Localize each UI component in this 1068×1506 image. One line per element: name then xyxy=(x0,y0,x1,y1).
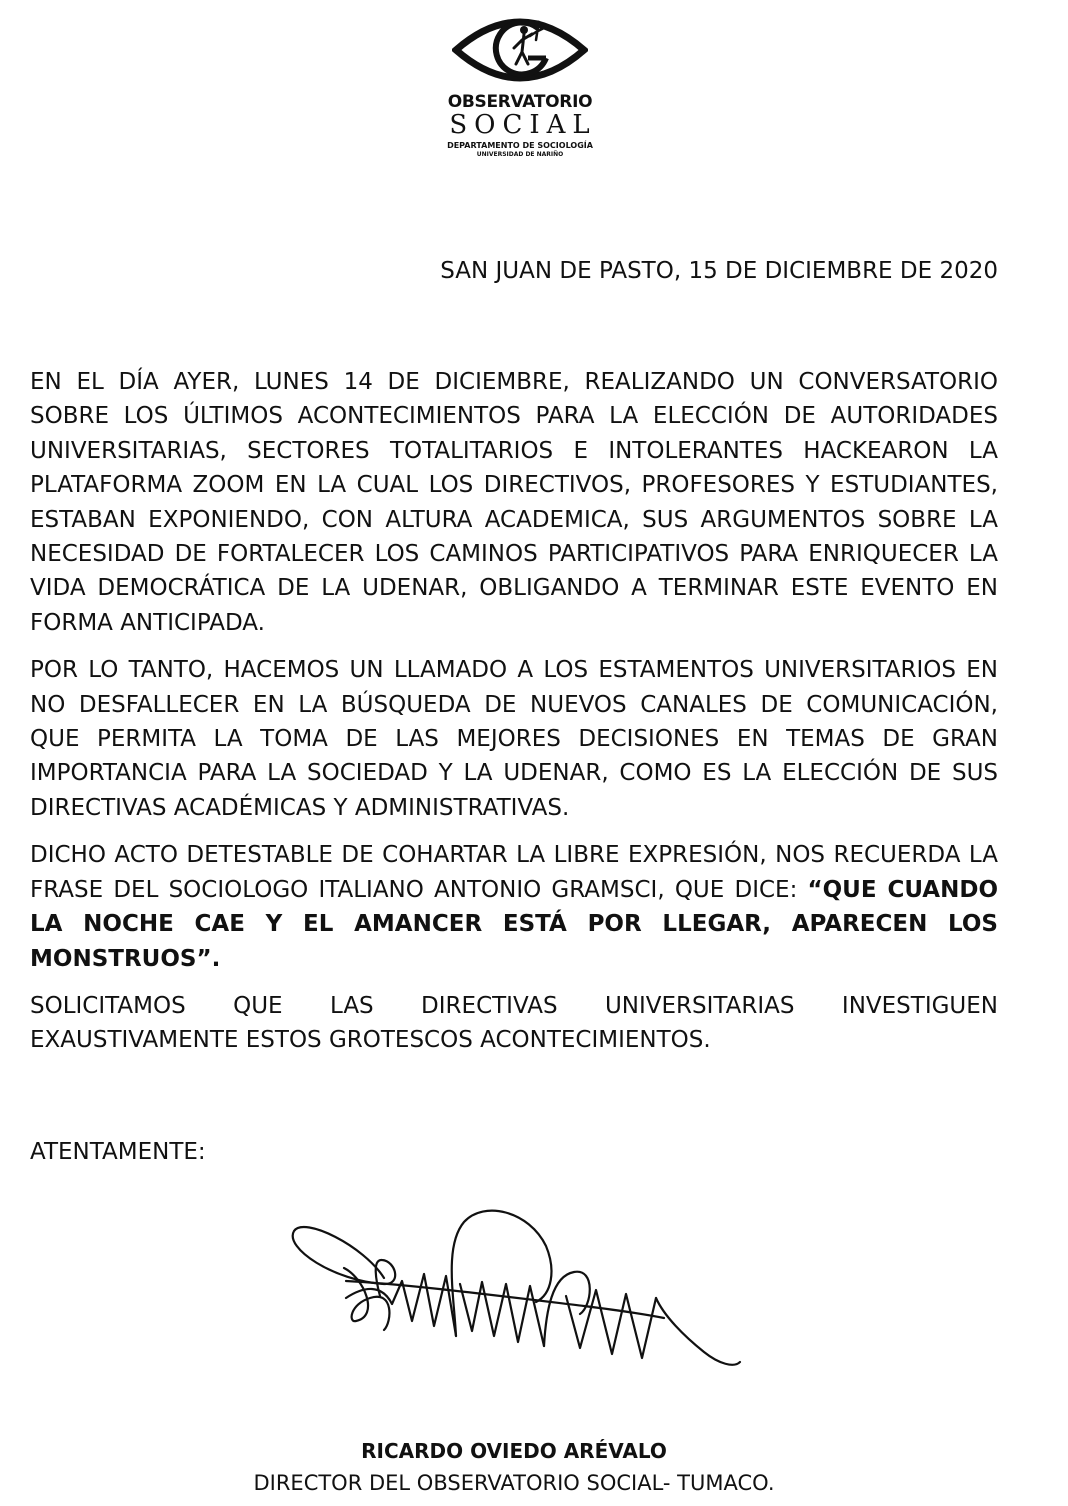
paragraph-2: POR LO TANTO, HACEMOS UN LLAMADO A LOS ESTAMENTOS UNIVERSITARIOS EN NO DESFALLECER EN LA BÚSQUEDA DE NUEVOS CANALES DE COMUNICACIÓN, QUE PERMITA LA TOMA DE LAS MEJORES DECISIONES EN TEMAS DE GRAN IMPORTANCIA PARA LA SOCIEDAD Y LA UDENAR, COMO ES LA ELECCIÓN DE SUS DIRECTIVAS ACADÉMICAS Y ADMINISTRATIVAS. xyxy=(30,657,998,821)
logo-word-social: SOCIAL xyxy=(449,110,597,140)
letter-date: SAN JUAN DE PASTO, 15 DE DICIEMBRE DE 2020 xyxy=(440,258,998,284)
signer-title: DIRECTOR DEL OBSERVATORIO SOCIAL- TUMACO. xyxy=(253,1471,775,1495)
closing-salutation: ATENTAMENTE: xyxy=(30,1139,206,1165)
paragraph-3-intro: DICHO ACTO DETESTABLE DE COHARTAR LA LIBRE EXPRESIÓN, NOS RECUERDA LA FRASE DEL SOCIOLOGO ITALIANO ANTONIO GRAMSCI, QUE DICE: xyxy=(30,842,998,903)
paragraph-4: SOLICITAMOS QUE LAS DIRECTIVAS UNIVERSITARIAS INVESTIGUEN EXAUSTIVAMENTE ESTOS GROTESCOS ACONTECIMIENTOS. xyxy=(30,992,998,1054)
paragraph-3 xyxy=(30,838,998,976)
gramsci-quote: “QUE CUANDO LA NOCHE CAE Y EL AMANCER ESTÁ POR LLEGAR, APARECEN LOS MONSTRUOS”. xyxy=(30,876,998,972)
signer-name: RICARDO OVIEDO ARÉVALO xyxy=(361,1439,667,1463)
handwritten-signature-icon xyxy=(284,1186,744,1416)
observatorio-logo xyxy=(430,4,610,172)
logo-department: DEPARTAMENTO DE SOCIOLOGÍA xyxy=(447,141,593,150)
paragraph-1: EN EL DÍA AYER, LUNES 14 DE DICIEMBRE, REALIZANDO UN CONVERSATORIO SOBRE LOS ÚLTIMOS ACONTECIMIENTOS PARA LA ELECCIÓN DE AUTORIDADES UNIVERSITARIAS, SECTORES TOTALITARIOS E INTOLERANTES HACKEARON LA PLATAFORMA ZOOM EN LA CUAL LOS DIRECTIVOS, PROFESORES Y ESTUDIANTES, ESTABAN EXPONIENDO, CON ALTURA ACADEMICA, SUS ARGUMENTOS SOBRE LA NECESIDAD DE FORTALECER LOS CAMINOS PARTICIPATIVOS PARA ENRIQUECER LA VIDA DEMOCRÁTICA DE LA UDENAR, OBLIGANDO A TERMINAR ESTE EVENTO EN FORMA ANTICIPADA. xyxy=(30,369,998,636)
logo-university: UNIVERSIDAD DE NARIÑO xyxy=(476,151,564,158)
logo-word-observatorio: OBSERVATORIO xyxy=(447,92,593,112)
letter-body xyxy=(30,365,998,1071)
eye-logo-icon xyxy=(452,8,588,92)
